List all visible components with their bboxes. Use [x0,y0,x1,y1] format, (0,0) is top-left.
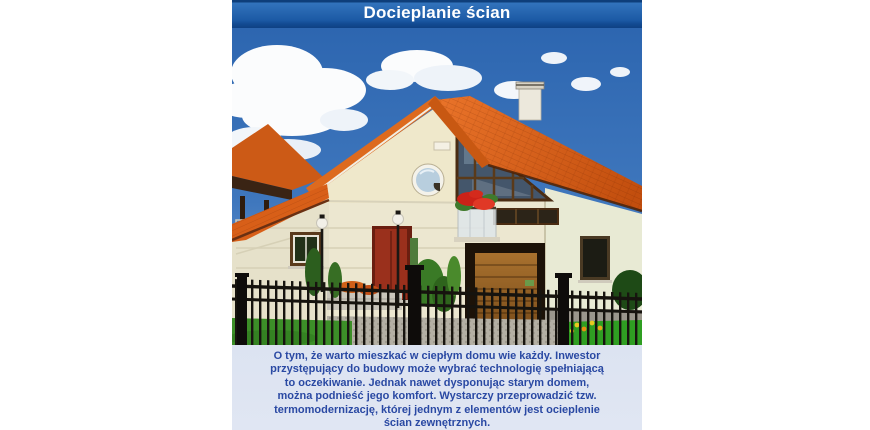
caption-line: to oczekiwanie. Jednak nawet dysponując starym domem, [284,376,590,389]
caption-line: ścian zewnętrznych. [383,417,491,430]
right-window [578,236,612,283]
page-title-bar [232,0,642,28]
page-title: Docieplanie ścian [363,2,511,22]
caption-line: można podnieść jego komfort. Wystarczy przeprowadzić tzw. [277,390,597,403]
caption-line: przystępujący do budowy może wybrać technologię spełniającą [270,363,604,376]
caption-panel [232,345,642,430]
article-column [232,0,642,430]
caption-line: O tym, że warto mieszkać w ciepłym domu wie każdy. Inwestor [273,350,601,362]
house-photo [232,28,642,345]
caption-line: termomodernizację, której jednym z elementów jest ocieplenie [274,403,600,416]
round-window [412,164,444,196]
chimney [516,82,544,120]
balcony [454,190,500,242]
